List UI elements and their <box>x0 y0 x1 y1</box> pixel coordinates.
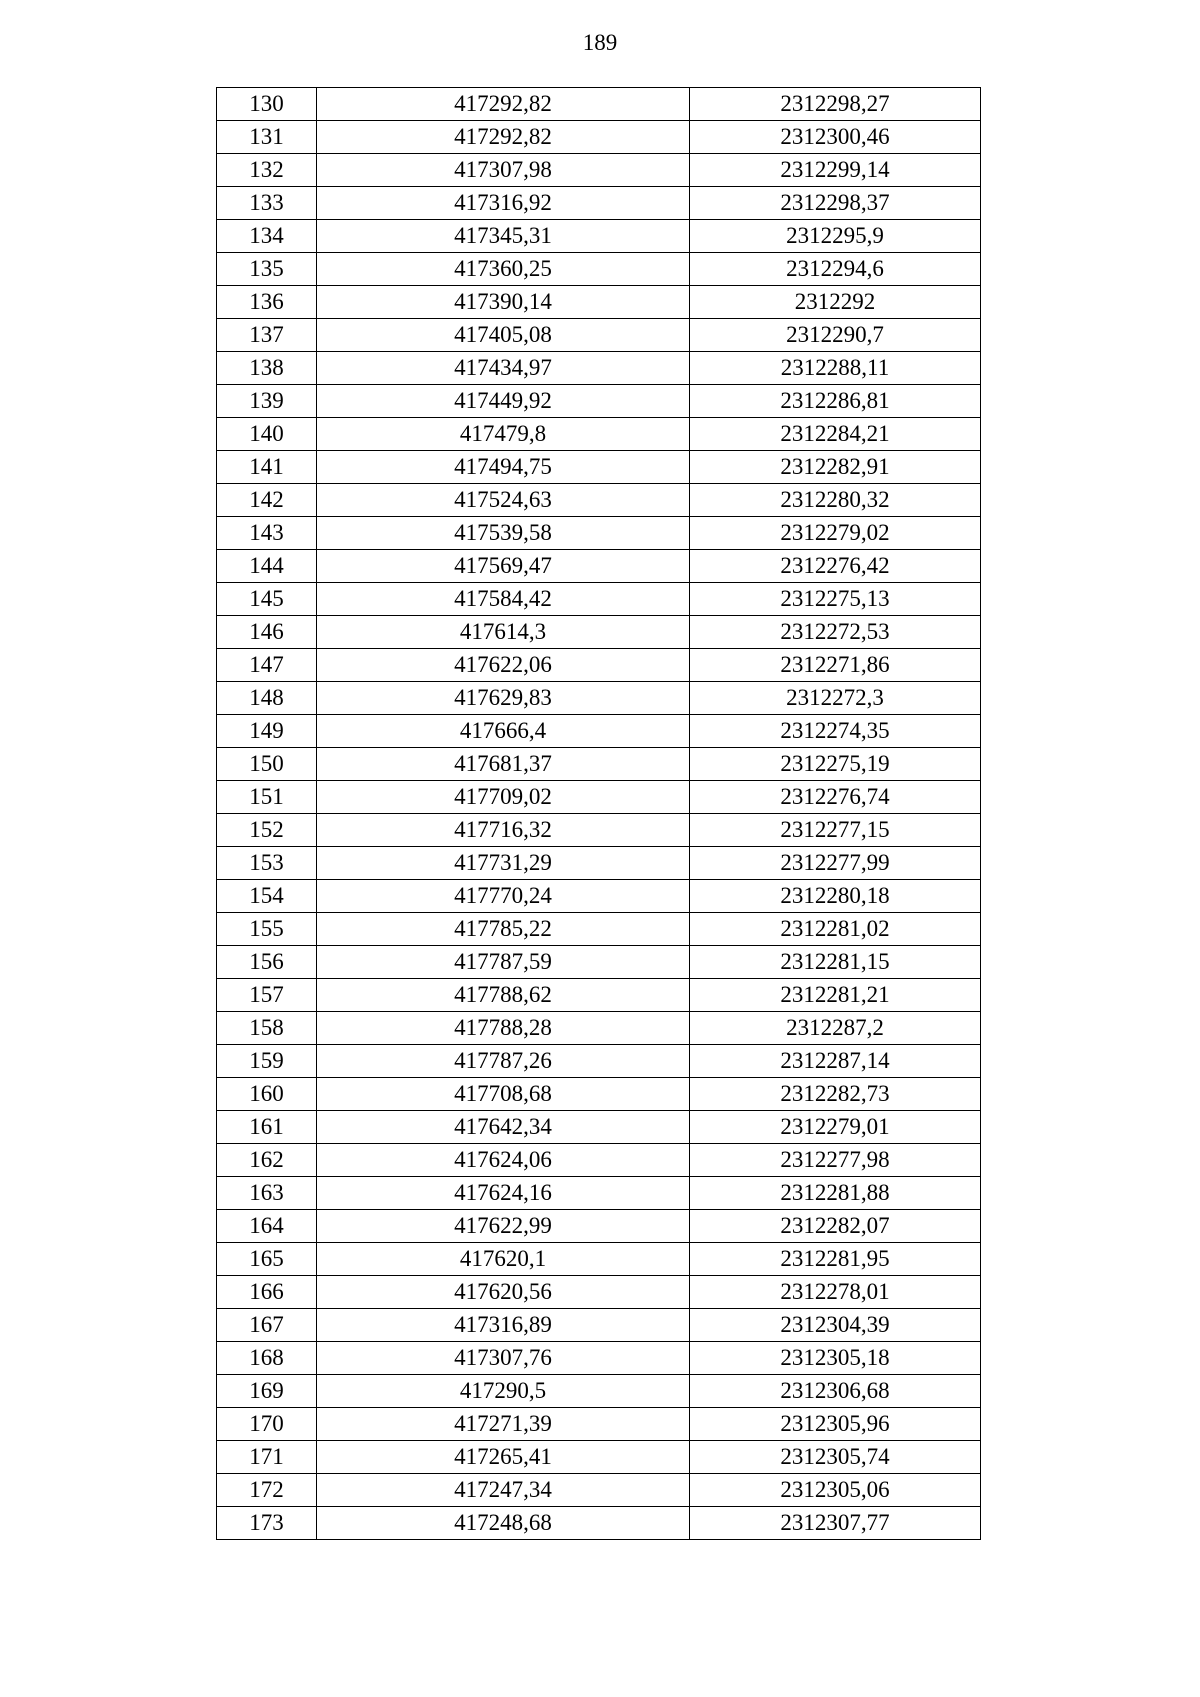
point-number-cell: 143 <box>217 517 317 550</box>
coordinates-table <box>216 87 981 1540</box>
x-coordinate-cell: 417247,34 <box>317 1474 690 1507</box>
x-coordinate-cell: 417434,97 <box>317 352 690 385</box>
x-coordinate-cell: 417316,92 <box>317 187 690 220</box>
point-number-cell: 135 <box>217 253 317 286</box>
point-number-cell: 162 <box>217 1144 317 1177</box>
y-coordinate-cell: 2312290,7 <box>690 319 981 352</box>
x-coordinate-cell: 417290,5 <box>317 1375 690 1408</box>
table-row <box>217 1111 981 1144</box>
point-number-cell: 163 <box>217 1177 317 1210</box>
point-number-cell: 133 <box>217 187 317 220</box>
coordinates-table-body <box>217 88 981 1540</box>
x-coordinate-cell: 417479,8 <box>317 418 690 451</box>
y-coordinate-cell: 2312276,42 <box>690 550 981 583</box>
point-number-cell: 148 <box>217 682 317 715</box>
y-coordinate-cell: 2312277,15 <box>690 814 981 847</box>
y-coordinate-cell: 2312272,3 <box>690 682 981 715</box>
point-number-cell: 157 <box>217 979 317 1012</box>
y-coordinate-cell: 2312287,2 <box>690 1012 981 1045</box>
point-number-cell: 144 <box>217 550 317 583</box>
table-row <box>217 1177 981 1210</box>
point-number-cell: 142 <box>217 484 317 517</box>
table-row <box>217 484 981 517</box>
x-coordinate-cell: 417709,02 <box>317 781 690 814</box>
table-row <box>217 1375 981 1408</box>
table-row <box>217 913 981 946</box>
point-number-cell: 168 <box>217 1342 317 1375</box>
table-row <box>217 1210 981 1243</box>
y-coordinate-cell: 2312275,19 <box>690 748 981 781</box>
y-coordinate-cell: 2312282,73 <box>690 1078 981 1111</box>
table-row <box>217 1144 981 1177</box>
y-coordinate-cell: 2312307,77 <box>690 1507 981 1540</box>
y-coordinate-cell: 2312278,01 <box>690 1276 981 1309</box>
y-coordinate-cell: 2312281,15 <box>690 946 981 979</box>
table-row <box>217 1309 981 1342</box>
y-coordinate-cell: 2312280,32 <box>690 484 981 517</box>
y-coordinate-cell: 2312276,74 <box>690 781 981 814</box>
x-coordinate-cell: 417316,89 <box>317 1309 690 1342</box>
y-coordinate-cell: 2312279,02 <box>690 517 981 550</box>
y-coordinate-cell: 2312284,21 <box>690 418 981 451</box>
x-coordinate-cell: 417624,06 <box>317 1144 690 1177</box>
point-number-cell: 156 <box>217 946 317 979</box>
y-coordinate-cell: 2312281,02 <box>690 913 981 946</box>
x-coordinate-cell: 417449,92 <box>317 385 690 418</box>
x-coordinate-cell: 417787,26 <box>317 1045 690 1078</box>
point-number-cell: 141 <box>217 451 317 484</box>
x-coordinate-cell: 417716,32 <box>317 814 690 847</box>
x-coordinate-cell: 417614,3 <box>317 616 690 649</box>
x-coordinate-cell: 417666,4 <box>317 715 690 748</box>
table-row <box>217 418 981 451</box>
table-row <box>217 1045 981 1078</box>
table-row <box>217 682 981 715</box>
y-coordinate-cell: 2312277,99 <box>690 847 981 880</box>
point-number-cell: 166 <box>217 1276 317 1309</box>
y-coordinate-cell: 2312288,11 <box>690 352 981 385</box>
point-number-cell: 140 <box>217 418 317 451</box>
point-number-cell: 136 <box>217 286 317 319</box>
table-row <box>217 979 981 1012</box>
point-number-cell: 164 <box>217 1210 317 1243</box>
x-coordinate-cell: 417539,58 <box>317 517 690 550</box>
page-number: 189 <box>582 30 618 55</box>
x-coordinate-cell: 417390,14 <box>317 286 690 319</box>
table-row <box>217 88 981 121</box>
table-row <box>217 253 981 286</box>
y-coordinate-cell: 2312271,86 <box>690 649 981 682</box>
y-coordinate-cell: 2312305,74 <box>690 1441 981 1474</box>
point-number-cell: 158 <box>217 1012 317 1045</box>
table-row <box>217 1243 981 1276</box>
table-row <box>217 1474 981 1507</box>
table-row <box>217 847 981 880</box>
x-coordinate-cell: 417569,47 <box>317 550 690 583</box>
x-coordinate-cell: 417788,28 <box>317 1012 690 1045</box>
y-coordinate-cell: 2312282,91 <box>690 451 981 484</box>
point-number-cell: 152 <box>217 814 317 847</box>
x-coordinate-cell: 417248,68 <box>317 1507 690 1540</box>
point-number-cell: 155 <box>217 913 317 946</box>
x-coordinate-cell: 417265,41 <box>317 1441 690 1474</box>
x-coordinate-cell: 417360,25 <box>317 253 690 286</box>
x-coordinate-cell: 417788,62 <box>317 979 690 1012</box>
y-coordinate-cell: 2312292 <box>690 286 981 319</box>
y-coordinate-cell: 2312300,46 <box>690 121 981 154</box>
table-row <box>217 1507 981 1540</box>
point-number-cell: 149 <box>217 715 317 748</box>
y-coordinate-cell: 2312306,68 <box>690 1375 981 1408</box>
x-coordinate-cell: 417787,59 <box>317 946 690 979</box>
x-coordinate-cell: 417524,63 <box>317 484 690 517</box>
x-coordinate-cell: 417620,1 <box>317 1243 690 1276</box>
x-coordinate-cell: 417708,68 <box>317 1078 690 1111</box>
point-number-cell: 165 <box>217 1243 317 1276</box>
table-row <box>217 451 981 484</box>
point-number-cell: 169 <box>217 1375 317 1408</box>
x-coordinate-cell: 417494,75 <box>317 451 690 484</box>
y-coordinate-cell: 2312299,14 <box>690 154 981 187</box>
y-coordinate-cell: 2312281,95 <box>690 1243 981 1276</box>
y-coordinate-cell: 2312298,37 <box>690 187 981 220</box>
x-coordinate-cell: 417620,56 <box>317 1276 690 1309</box>
table-row <box>217 1408 981 1441</box>
x-coordinate-cell: 417307,76 <box>317 1342 690 1375</box>
point-number-cell: 153 <box>217 847 317 880</box>
point-number-cell: 171 <box>217 1441 317 1474</box>
table-row <box>217 286 981 319</box>
y-coordinate-cell: 2312305,06 <box>690 1474 981 1507</box>
x-coordinate-cell: 417292,82 <box>317 88 690 121</box>
y-coordinate-cell: 2312305,96 <box>690 1408 981 1441</box>
y-coordinate-cell: 2312275,13 <box>690 583 981 616</box>
table-row <box>217 385 981 418</box>
y-coordinate-cell: 2312294,6 <box>690 253 981 286</box>
x-coordinate-cell: 417271,39 <box>317 1408 690 1441</box>
point-number-cell: 147 <box>217 649 317 682</box>
table-row <box>217 616 981 649</box>
x-coordinate-cell: 417622,99 <box>317 1210 690 1243</box>
point-number-cell: 138 <box>217 352 317 385</box>
point-number-cell: 132 <box>217 154 317 187</box>
y-coordinate-cell: 2312286,81 <box>690 385 981 418</box>
point-number-cell: 172 <box>217 1474 317 1507</box>
y-coordinate-cell: 2312304,39 <box>690 1309 981 1342</box>
table-row <box>217 1441 981 1474</box>
table-row <box>217 781 981 814</box>
y-coordinate-cell: 2312287,14 <box>690 1045 981 1078</box>
point-number-cell: 173 <box>217 1507 317 1540</box>
point-number-cell: 145 <box>217 583 317 616</box>
point-number-cell: 154 <box>217 880 317 913</box>
point-number-cell: 161 <box>217 1111 317 1144</box>
table-row <box>217 880 981 913</box>
table-row <box>217 1276 981 1309</box>
y-coordinate-cell: 2312279,01 <box>690 1111 981 1144</box>
point-number-cell: 160 <box>217 1078 317 1111</box>
y-coordinate-cell: 2312274,35 <box>690 715 981 748</box>
y-coordinate-cell: 2312272,53 <box>690 616 981 649</box>
y-coordinate-cell: 2312298,27 <box>690 88 981 121</box>
x-coordinate-cell: 417681,37 <box>317 748 690 781</box>
x-coordinate-cell: 417785,22 <box>317 913 690 946</box>
point-number-cell: 130 <box>217 88 317 121</box>
table-row <box>217 121 981 154</box>
table-row <box>217 154 981 187</box>
point-number-cell: 146 <box>217 616 317 649</box>
y-coordinate-cell: 2312295,9 <box>690 220 981 253</box>
x-coordinate-cell: 417629,83 <box>317 682 690 715</box>
x-coordinate-cell: 417622,06 <box>317 649 690 682</box>
table-row <box>217 814 981 847</box>
point-number-cell: 150 <box>217 748 317 781</box>
y-coordinate-cell: 2312305,18 <box>690 1342 981 1375</box>
table-row <box>217 1342 981 1375</box>
x-coordinate-cell: 417584,42 <box>317 583 690 616</box>
y-coordinate-cell: 2312282,07 <box>690 1210 981 1243</box>
table-row <box>217 715 981 748</box>
x-coordinate-cell: 417624,16 <box>317 1177 690 1210</box>
x-coordinate-cell: 417731,29 <box>317 847 690 880</box>
x-coordinate-cell: 417292,82 <box>317 121 690 154</box>
point-number-cell: 151 <box>217 781 317 814</box>
table-row <box>217 517 981 550</box>
point-number-cell: 139 <box>217 385 317 418</box>
y-coordinate-cell: 2312281,88 <box>690 1177 981 1210</box>
table-row <box>217 583 981 616</box>
table-row <box>217 550 981 583</box>
table-row <box>217 352 981 385</box>
point-number-cell: 159 <box>217 1045 317 1078</box>
point-number-cell: 137 <box>217 319 317 352</box>
table-row <box>217 748 981 781</box>
table-row <box>217 649 981 682</box>
y-coordinate-cell: 2312281,21 <box>690 979 981 1012</box>
x-coordinate-cell: 417307,98 <box>317 154 690 187</box>
point-number-cell: 167 <box>217 1309 317 1342</box>
table-row <box>217 187 981 220</box>
table-row <box>217 220 981 253</box>
x-coordinate-cell: 417405,08 <box>317 319 690 352</box>
x-coordinate-cell: 417770,24 <box>317 880 690 913</box>
point-number-cell: 170 <box>217 1408 317 1441</box>
table-row <box>217 946 981 979</box>
y-coordinate-cell: 2312280,18 <box>690 880 981 913</box>
x-coordinate-cell: 417642,34 <box>317 1111 690 1144</box>
y-coordinate-cell: 2312277,98 <box>690 1144 981 1177</box>
table-row <box>217 1078 981 1111</box>
point-number-cell: 131 <box>217 121 317 154</box>
point-number-cell: 134 <box>217 220 317 253</box>
table-row <box>217 1012 981 1045</box>
table-row <box>217 319 981 352</box>
x-coordinate-cell: 417345,31 <box>317 220 690 253</box>
